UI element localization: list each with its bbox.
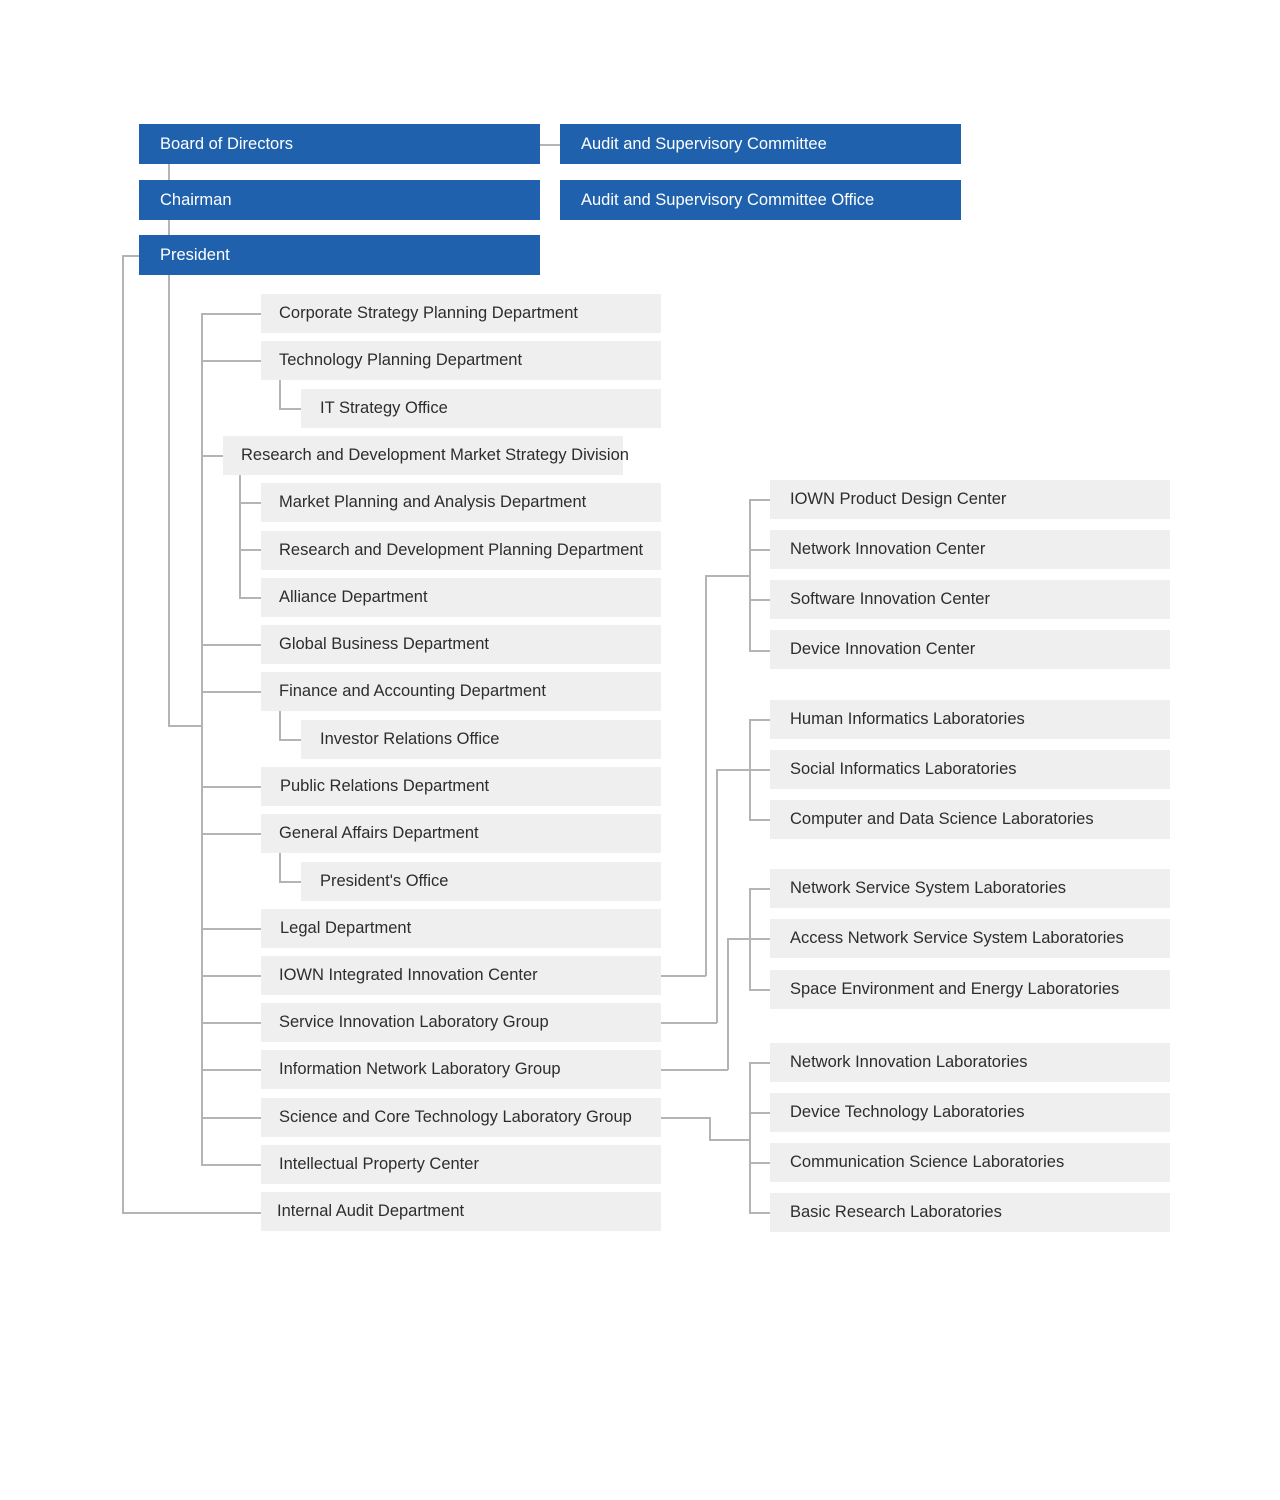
- connector: [279, 711, 281, 740]
- presidents-office-box: President's Office: [301, 862, 661, 901]
- connector: [201, 314, 203, 1165]
- connector: [749, 1062, 770, 1064]
- legal-box: Legal Department: [261, 909, 661, 948]
- connector: [201, 1117, 261, 1119]
- connector: [749, 938, 770, 940]
- connector: [661, 1069, 728, 1071]
- social-informatics-box: Social Informatics Laboratories: [770, 750, 1170, 789]
- connector: [122, 1212, 261, 1214]
- connector: [122, 255, 124, 1213]
- connector: [661, 1022, 717, 1024]
- connector: [749, 499, 751, 651]
- connector: [749, 819, 770, 821]
- network-innovation-center-box: Network Innovation Center: [770, 530, 1170, 569]
- connector: [168, 275, 170, 726]
- connector: [727, 938, 750, 940]
- connector: [168, 725, 202, 727]
- connector: [122, 255, 139, 257]
- connector: [749, 650, 770, 652]
- connector: [661, 1117, 710, 1119]
- connector: [239, 549, 261, 551]
- chairman-box: Chairman: [139, 180, 540, 220]
- space-environment-box: Space Environment and Energy Laboratories: [770, 970, 1170, 1009]
- general-affairs-box: General Affairs Department: [261, 814, 661, 853]
- connector: [279, 739, 301, 741]
- rd-market-strategy-box: Research and Development Market Strategy Division: [223, 436, 623, 475]
- connector: [168, 219, 170, 236]
- service-lab-group-box: Service Innovation Laboratory Group: [261, 1003, 661, 1042]
- connector: [201, 360, 261, 362]
- technology-planning-box: Technology Planning Department: [261, 341, 661, 380]
- connector: [239, 502, 261, 504]
- it-strategy-box: IT Strategy Office: [301, 389, 661, 428]
- connector: [749, 769, 770, 771]
- connector: [168, 164, 170, 180]
- connector: [201, 1069, 261, 1071]
- connector: [749, 719, 770, 721]
- connector: [239, 597, 261, 599]
- device-innovation-center-box: Device Innovation Center: [770, 630, 1170, 669]
- connector: [749, 599, 770, 601]
- network-innovation-labs-box: Network Innovation Laboratories: [770, 1043, 1170, 1082]
- connector: [705, 575, 750, 577]
- connector: [716, 769, 750, 771]
- connector: [749, 888, 770, 890]
- president-box: President: [139, 235, 540, 275]
- connector: [201, 975, 261, 977]
- connector: [279, 408, 301, 410]
- connector: [239, 475, 241, 598]
- human-informatics-box: Human Informatics Laboratories: [770, 700, 1170, 739]
- finance-box: Finance and Accounting Department: [261, 672, 661, 711]
- connector: [201, 1164, 261, 1166]
- iown-center-box: IOWN Integrated Innovation Center: [261, 956, 661, 995]
- audit-committee-box: Audit and Supervisory Committee: [560, 124, 961, 164]
- connector: [709, 1117, 711, 1140]
- info-network-group-box: Information Network Laboratory Group: [261, 1050, 661, 1089]
- investor-relations-box: Investor Relations Office: [301, 720, 661, 759]
- science-core-group-box: Science and Core Technology Laboratory Group: [261, 1098, 661, 1137]
- iown-product-box: IOWN Product Design Center: [770, 480, 1170, 519]
- corporate-strategy-box: Corporate Strategy Planning Department: [261, 294, 661, 333]
- connector: [279, 380, 281, 409]
- connector: [201, 455, 223, 457]
- connector: [661, 975, 706, 977]
- communication-science-box: Communication Science Laboratories: [770, 1143, 1170, 1182]
- connector: [727, 938, 729, 1070]
- connector: [716, 769, 718, 1023]
- market-planning-box: Market Planning and Analysis Department: [261, 483, 661, 522]
- connector: [201, 833, 261, 835]
- connector: [749, 1212, 770, 1214]
- computer-data-science-box: Computer and Data Science Laboratories: [770, 800, 1170, 839]
- connector: [201, 691, 261, 693]
- audit-committee-office-box: Audit and Supervisory Committee Office: [560, 180, 961, 220]
- connector: [749, 1112, 770, 1114]
- connector: [201, 928, 261, 930]
- connector: [201, 644, 261, 646]
- access-network-box: Access Network Service System Laboratories: [770, 919, 1170, 958]
- alliance-box: Alliance Department: [261, 578, 661, 617]
- global-business-box: Global Business Department: [261, 625, 661, 664]
- connector: [749, 1062, 751, 1213]
- rd-planning-box: Research and Development Planning Department: [261, 531, 661, 570]
- connector: [749, 1162, 770, 1164]
- basic-research-box: Basic Research Laboratories: [770, 1193, 1170, 1232]
- connector: [201, 313, 261, 315]
- software-innovation-center-box: Software Innovation Center: [770, 580, 1170, 619]
- public-relations-box: Public Relations Department: [261, 767, 661, 806]
- network-service-system-box: Network Service System Laboratories: [770, 869, 1170, 908]
- board-of-directors-box: Board of Directors: [139, 124, 540, 164]
- connector: [201, 1022, 261, 1024]
- internal-audit-box: Internal Audit Department: [261, 1192, 661, 1231]
- connector: [201, 786, 261, 788]
- connector: [749, 989, 770, 991]
- connector: [539, 144, 561, 146]
- connector: [749, 499, 770, 501]
- connector: [749, 549, 770, 551]
- connector: [705, 575, 707, 976]
- connector: [279, 853, 281, 882]
- connector: [279, 881, 301, 883]
- device-technology-box: Device Technology Laboratories: [770, 1093, 1170, 1132]
- connector: [709, 1139, 750, 1141]
- ip-center-box: Intellectual Property Center: [261, 1145, 661, 1184]
